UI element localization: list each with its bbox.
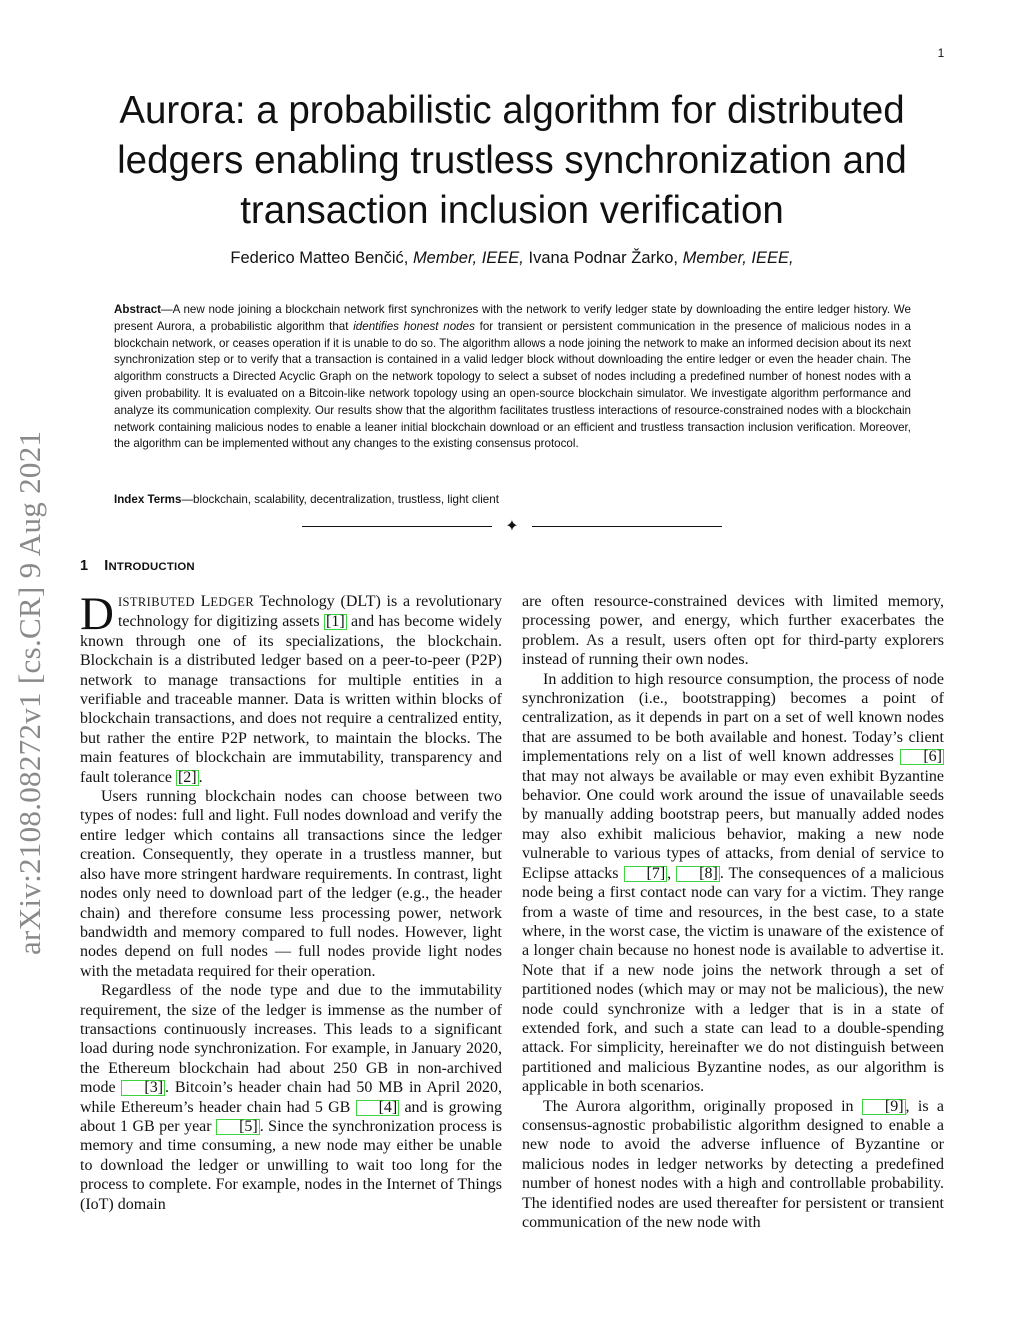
citation-link[interactable]: [3]: [121, 1080, 165, 1096]
paragraph-text: and is growing about 1 GB per year: [80, 1098, 502, 1135]
author-1-name: Federico Matteo Benčić,: [230, 249, 409, 267]
page-number: 1: [937, 46, 945, 60]
index-terms-text: —blockchain, scalability, decentralization, trustless, light client: [181, 493, 499, 506]
paragraph: [80, 981, 502, 1214]
paper-title: [80, 86, 944, 236]
paragraph-text: Technology (DLT) is a revolutionary technology for digitizing assets: [117, 593, 502, 631]
small-caps-initial: L: [200, 593, 211, 610]
paragraph-text: Regardless of the node type and due to the immutability requirement, the size of the ledger is immense as the number of transactions continuously increases. This leads to a significant load during node synchronization. For example, in January 2020, the Ethereum blockchain had about 250 GB in non-archived mode: [80, 982, 502, 1097]
citation-link[interactable]: [5]: [216, 1119, 260, 1135]
author-2-role: Member, IEEE,: [682, 249, 794, 267]
paragraph-text: ,: [667, 864, 677, 882]
citation-link[interactable]: [6]: [900, 749, 944, 765]
paragraph-text: . Bitcoin’s header chain had 50 MB in April 2020, while Ethereum’s header chain had 5 GB: [80, 1079, 502, 1116]
paragraph-text: , is a consensus-agnostic probabilistic algorithm designed to enable a new node to avoid the adverse influence of Byzantine or malicious nodes in ledger networks by detecting a predefined number of honest nodes with a high and controllable probability. The identified nodes are used thereafter for persistent or transient communication of the new node with: [522, 1097, 945, 1231]
title-line-1: Aurora: a probabilistic algorithm for distributed: [119, 89, 905, 132]
citation-link[interactable]: [1]: [325, 613, 345, 631]
section-title-initial: I: [104, 558, 109, 574]
paragraph: Users running blockchain nodes can choose between two types of nodes: full and light. Full nodes download and verify the entire ledger which contains all transactions since the ledger creation. Consequently, they operate in a trustless manner, but also have more stringent hardware requirements. In contrast, light nodes only need to download part of the ledger (e.g., the header chain) and therefore consume less processing power, network bandwidth and memory compared to full nodes. However, light nodes depend on full nodes — full nodes provide light nodes with the metadata required for their operation.: [80, 788, 502, 980]
paragraph: [522, 670, 944, 1097]
citation-link[interactable]: [4]: [356, 1100, 400, 1116]
title-line-2: ledgers enabling trustless synchronization and: [117, 139, 907, 182]
section-title-rest: NTRODUCTION: [108, 561, 195, 573]
title-line-3: transaction inclusion verification: [240, 189, 784, 232]
paragraph-text: In addition to high resource consumption, the process of node synchronization (i.e., bootstrapping) becomes a point of centralization, as it depends in part on a set of well known nodes that are assumed to be both available and honest. Today’s client implementations rely on a list of well known addresses: [522, 670, 944, 766]
small-caps-text: EDGER: [210, 595, 255, 609]
index-terms-label: Index Terms: [114, 493, 182, 506]
divider-diamond-icon: ✦: [505, 516, 519, 535]
small-caps-text: ISTRIBUTED: [117, 595, 195, 609]
paragraph-text: . The consequences of a malicious node being a first contact node can vary for a victim. They range from a waste of time and resources, in the best case, to a state where, in the worst case, the victim is unaware of the existence of a longer chain because no honest node is available to advertise it. Note that if a new node joins the network through a set of partitioned nodes (which may or may not be malicious), the new node could synchronize with a ledger that is in a state of extended fork, and such a state can lead to a double-spending attack. For simplicity, hereinafter we do not distinguish between partitioned and malicious Byzantine nodes, as our algorithm is applicable in both scenarios.: [522, 864, 945, 1096]
right-column: [522, 592, 944, 1232]
author-2-name: Ivana Podnar Žarko,: [528, 249, 678, 267]
paragraph: [522, 1097, 944, 1233]
arxiv-identifier-stamp: arXiv:2108.08272v1 [cs.CR] 9 Aug 2021: [12, 430, 47, 955]
section-number: 1: [80, 558, 89, 574]
citation-link[interactable]: [9]: [862, 1099, 906, 1115]
paragraph-text: The Aurora algorithm, originally proposed in: [543, 1097, 862, 1115]
left-column: [80, 588, 502, 1214]
abstract-text-1: —A new node joining a blockchain network first synchronizes with the network to verify ledger state by downloading the entire ledger history. We present Aurora, a probabilistic algorithm that: [114, 303, 911, 333]
paragraph: [80, 588, 502, 787]
paragraph-text: and has become widely known through one of its specializations, the blockchain. Blockchain is a distributed ledger based on a peer-to-peer (P2P) network to manage transactions for multiple entities in a verifiable and traceable manner. Data is written within blocks of blockchain transactions, and does not require a centralized entity, but rather the entire P2P network, to maintain the blocks. The main features of blockchain are immutability, transparency and fault tolerance: [80, 613, 502, 786]
abstract-label: Abstract: [114, 303, 162, 316]
abstract: [114, 302, 911, 453]
paragraph-text: .: [198, 768, 203, 786]
paragraph: are often resource-constrained devices with limited memory, processing power, and energy, which further exacerbates the problem. As a result, users often opt for third-party explorers instead of running their own nodes.: [522, 593, 944, 669]
index-terms: [114, 492, 911, 509]
citation-link[interactable]: [8]: [676, 866, 720, 882]
divider-line-right: [532, 526, 722, 527]
author-1-role: Member, IEEE,: [412, 249, 524, 267]
citation-link[interactable]: [2]: [177, 768, 197, 786]
paragraph-text: . Since the synchronization process is memory and time consuming, a new node may either be unable to download the ledger or unwilling to wait too long for the process to complete. For example, nodes in the Internet of Things (IoT) domain: [80, 1117, 502, 1213]
abstract-text-2: for transient or persistent communication in the presence of malicious nodes in a blockchain network, or ceases operation if it is unable to do so. The algorithm allows a node joining the network to make an informed decision about its next synchronization step or to verify that a transaction is contained in a valid ledger block without downloading the entire ledger or even the header chain. The algorithm constructs a Directed Acyclic Graph on the network topology to select a subset of nodes including a predefined number of honest nodes with a given probability. It is evaluated on a Bitcoin-like network topology using an open-source blockchain simulator. We investigate algorithm performance and analyze its communication complexity. Our results show that the algorithm facilitates trustless interactions of resource-constrained nodes with a blockchain network containing malicious nodes to enable a leaner initial blockchain download or an efficient and trustless transaction inclusion verification. Moreover, the algorithm can be implemented without any changes to the existing consensus protocol.: [114, 319, 911, 451]
citation-link[interactable]: [7]: [624, 866, 668, 882]
paragraph-text: that may not always be available or may even exhibit Byzantine behavior. One could work around the issue of unavailable seeds by manually adding bootstrap peers, but manually added nodes may also exhibit malicious behavior, making a new node vulnerable to various types of attacks, from denial of service to Eclipse attacks: [522, 767, 944, 882]
author-list: [80, 249, 944, 268]
divider-line-left: [302, 526, 492, 527]
drop-cap: D: [80, 588, 114, 640]
section-heading-introduction: [80, 558, 195, 574]
abstract-emphasis: identifies honest nodes: [353, 319, 475, 333]
